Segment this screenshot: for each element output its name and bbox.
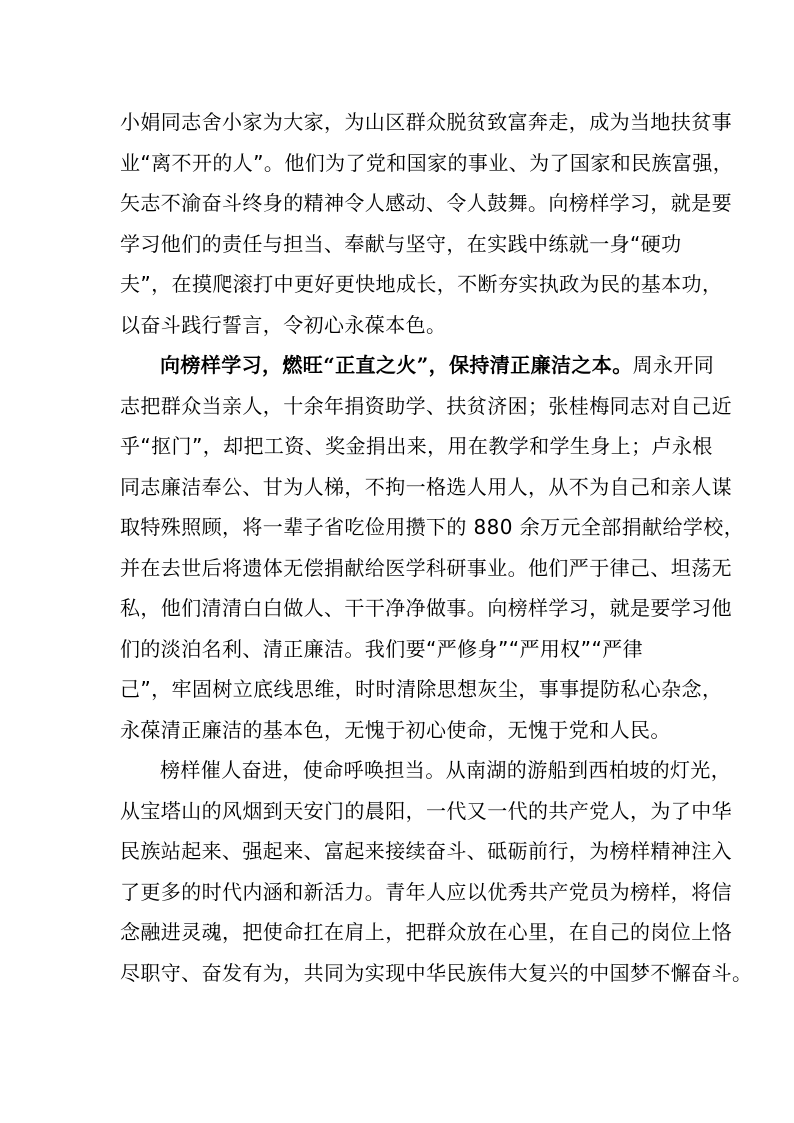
text-line: 并在去世后将遗体无偿捐献给医学科研事业。他们严于律己、坦荡无 bbox=[120, 555, 732, 580]
text-line: 了更多的时代内涵和新活力。青年人应以优秀共产党员为榜样，将信 bbox=[120, 879, 732, 904]
paragraph-1 bbox=[120, 102, 734, 345]
text-line: 们的淡泊名利、清正廉洁。我们要“严修身”“严用权”“严律 bbox=[120, 636, 644, 661]
text-line: 业“离不开的人”。他们为了党和国家的事业、为了国家和民族富强， bbox=[120, 150, 734, 175]
text-line: 小娟同志舍小家为大家，为山区群众脱贫致富奔走，成为当地扶贫事 bbox=[120, 110, 732, 134]
text-line: 榜样催人奋进，使命呼唤担当。从南湖的游船到西柏坡的灯光， bbox=[160, 758, 732, 782]
paragraph-3 bbox=[120, 750, 753, 993]
text-line: 矢志不渝奋斗终身的精神令人感动、令人鼓舞。向榜样学习，就是要 bbox=[120, 191, 732, 215]
text-line: 志把群众当亲人，十余年捐资助学、扶贫济困；张桂梅同志对自己近 bbox=[120, 393, 732, 418]
text-line: 取特殊照顾，将一辈子省吃俭用攒下的 880 余万元全部捐献给学校， bbox=[120, 515, 745, 539]
text-line bbox=[120, 345, 715, 386]
text-line: 私，他们清清白白做人、干干净净做事。向榜样学习，就是要学习他 bbox=[120, 596, 732, 620]
text-line: 以奋斗践行誓言，令初心永葆本色。 bbox=[120, 312, 447, 337]
text-span: 周永开同 bbox=[632, 353, 715, 377]
text-line: 尽职守、奋发有为，共同为实现中华民族伟大复兴的中国梦不懈奋斗。 bbox=[120, 960, 753, 985]
text-line: 学习他们的责任与担当、奉献与坚守，在实践中练就一身“硬功 bbox=[120, 231, 682, 256]
paragraph-2 bbox=[120, 345, 745, 750]
text-line: 乎“抠门”，却把工资、奖金捐出来，用在教学和学生身上；卢永根 bbox=[120, 434, 713, 458]
text-line: 同志廉洁奉公、甘为人梯，不拘一格选人用人，从不为自己和亲人谋 bbox=[120, 474, 732, 499]
paragraph-heading: 向榜样学习，燃旺“正直之火”，保持清正廉洁之本。 bbox=[160, 353, 633, 377]
text-line: 夫”，在摸爬滚打中更好更快地成长，不断夯实执政为民的基本功， bbox=[120, 272, 723, 296]
document-body bbox=[120, 102, 753, 993]
text-line: 念融进灵魂，把使命扛在肩上，把群众放在心里，在自己的岗位上恪 bbox=[120, 920, 732, 944]
text-line: 民族站起来、强起来、富起来接续奋斗、砥砺前行，为榜样精神注入 bbox=[120, 839, 732, 863]
text-line: 己”，牢固树立底线思维，时时清除思想灰尘，事事提防私心杂念， bbox=[120, 677, 723, 701]
text-line: 从宝塔山的风烟到天安门的晨阳，一代又一代的共产党人，为了中华 bbox=[120, 798, 732, 823]
text-line: 永葆清正廉洁的基本色，无愧于初心使命，无愧于党和人民。 bbox=[120, 717, 671, 742]
